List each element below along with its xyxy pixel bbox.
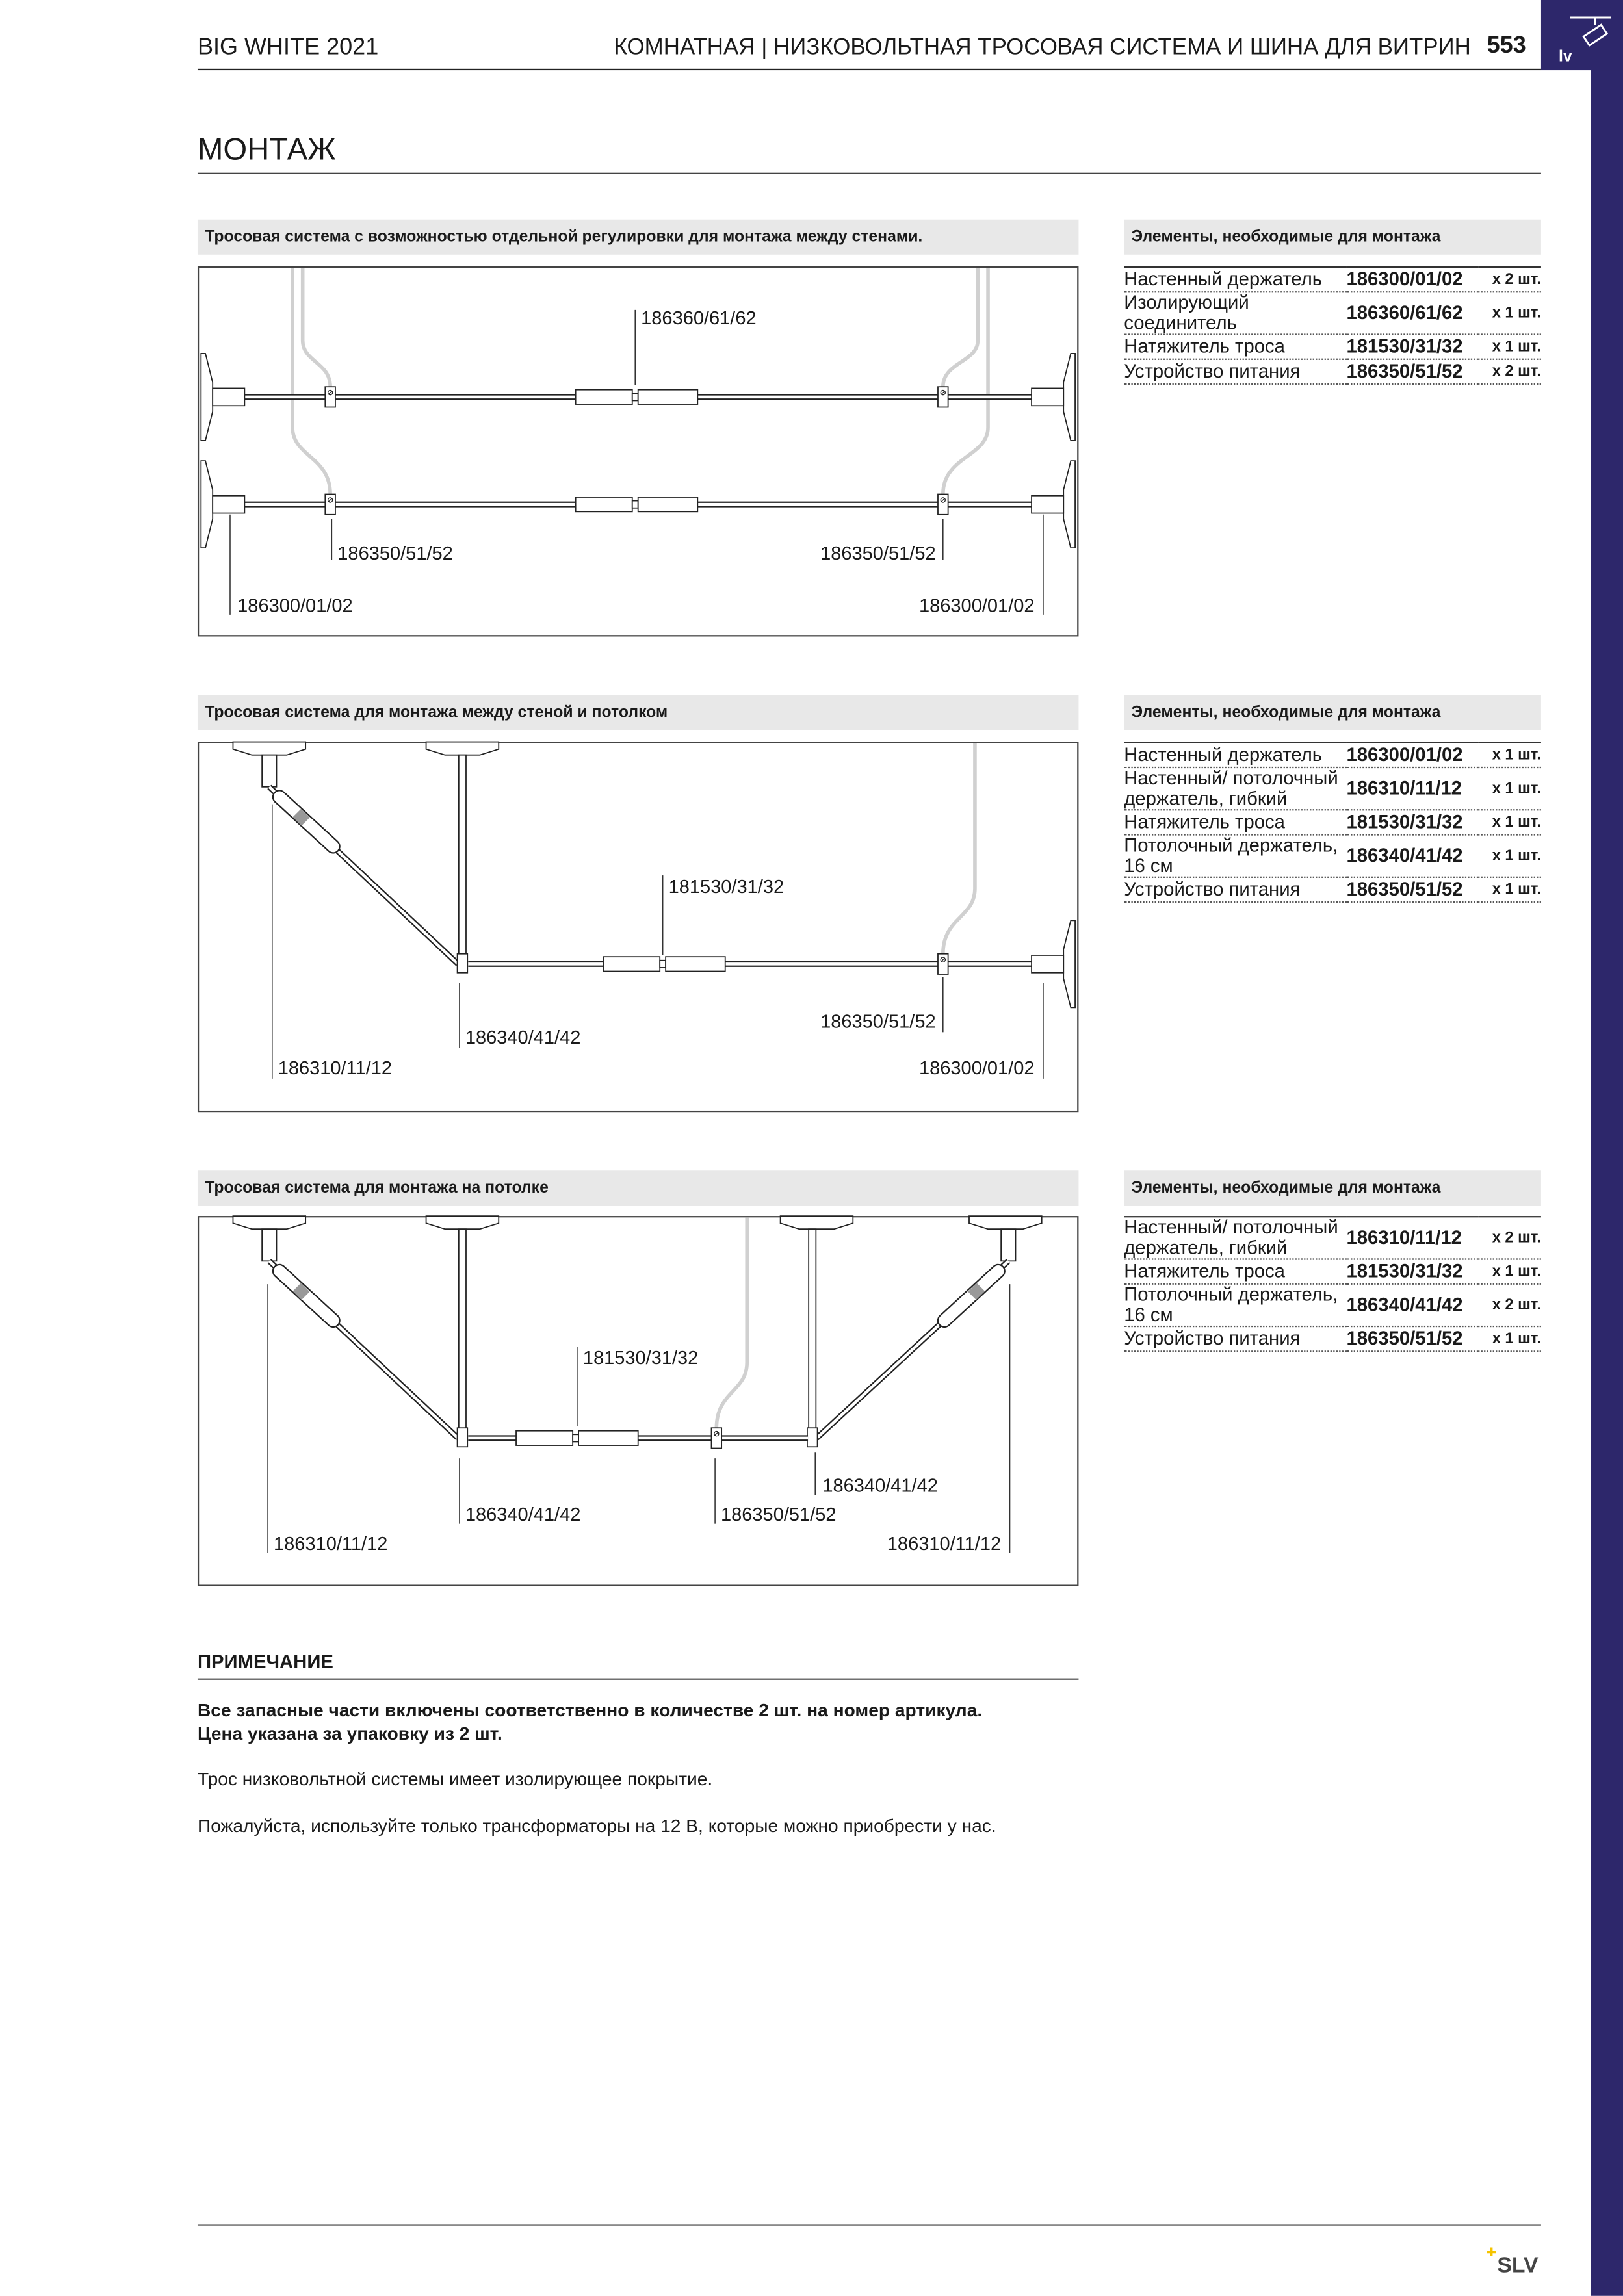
power-wire: [292, 268, 330, 494]
callout-label: 186310/11/12: [887, 1533, 1002, 1554]
power-wire: [303, 268, 330, 387]
callout-label: 186300/01/02: [919, 1058, 1035, 1079]
callout-label: 186340/41/42: [465, 1027, 581, 1049]
callout-label: 186350/51/52: [820, 1011, 936, 1033]
tab-label: lv: [1558, 47, 1572, 66]
flex-holder: [262, 1229, 276, 1261]
title-divider: [198, 173, 1541, 174]
section-side-strip: [1591, 0, 1623, 2296]
callout-label: 181530/31/32: [582, 1347, 699, 1369]
slv-logo: [1485, 2245, 1544, 2284]
note-paragraph: Пожалуйста, используйте только трансформаторы на 12 В, которые можно приобрести у нас.: [197, 1816, 996, 1837]
table-row: Настенный держатель 186300/01/02 x 1 шт.: [1124, 743, 1541, 767]
page-title: МОНТАЖ: [197, 133, 336, 167]
track-spotlight-icon: [1541, 0, 1623, 70]
tensioner: [944, 1271, 998, 1321]
section-2-parts-header: Элементы, необходимые для монтажа: [1124, 695, 1541, 730]
tensioner: [279, 797, 333, 846]
table-row: Настенный держатель 186300/01/02 x 2 шт.: [1124, 267, 1541, 292]
section-1-caption: Тросовая система с возможностью отдельной регулировки для монтажа между стенами.: [198, 220, 1078, 255]
table-row: Устройство питания 186350/51/52 x 1 шт.: [1124, 877, 1541, 902]
table-row: Изолирующий соединитель 186360/61/62 x 1 шт.: [1124, 291, 1541, 334]
header-divider: [198, 69, 1541, 70]
diagram-ceiling: [198, 1216, 1078, 1586]
tensioner: [279, 1271, 333, 1321]
power-wire: [716, 1217, 747, 1428]
callout-label: 186300/01/02: [237, 595, 353, 617]
power-wire: [943, 743, 975, 954]
power-wire: [943, 268, 978, 387]
parts-table-2: [1124, 742, 1541, 903]
note-divider: [198, 1679, 1078, 1680]
table-row: Устройство питания 186350/51/52 x 1 шт.: [1124, 1326, 1541, 1351]
note-bold-text: Все запасные части включены соответственно в количестве 2 шт. на номер артикула. Цена указана за упаковку из 2 шт.: [197, 1700, 983, 1744]
table-row: Настенный/ потолочный держатель, гибкий 186310/11/12 x 1 шт.: [1124, 766, 1541, 810]
diagram-wall-to-wall: [198, 266, 1078, 637]
note-paragraph: Трос низковольтной системы имеет изолирующее покрытие.: [197, 1769, 713, 1790]
callout-label: 186350/51/52: [337, 543, 453, 565]
section-tab: [1541, 0, 1623, 70]
callout-label: 186350/51/52: [820, 543, 936, 565]
cable-row-top: [201, 354, 1075, 441]
catalog-name: BIG WHITE 2021: [197, 35, 379, 60]
diagram-wall-to-ceiling: [198, 742, 1078, 1113]
section-3-parts-header: Элементы, необходимые для монтажа: [1124, 1170, 1541, 1206]
svg-text:SLV: SLV: [1497, 2252, 1539, 2277]
page-number: 553: [1487, 33, 1526, 59]
table-row: Потолочный держатель, 16 см 186340/41/42 x 1 шт.: [1124, 834, 1541, 877]
callout-label: 186300/01/02: [919, 595, 1035, 617]
callout-label: 186310/11/12: [274, 1533, 388, 1554]
callout-label: 186340/41/42: [465, 1504, 581, 1526]
flex-holder: [1001, 1229, 1015, 1261]
callout-label: 186310/11/12: [278, 1058, 393, 1079]
section-2-caption: Тросовая система для монтажа между стеной и потолком: [198, 695, 1078, 730]
footer-divider: [198, 2224, 1541, 2225]
section-title: КОМНАТНАЯ | НИЗКОВОЛЬТНАЯ ТРОСОВАЯ СИСТЕМА И ШИНА ДЛЯ ВИТРИН: [614, 35, 1471, 60]
table-row: Натяжитель троса 181530/31/32 x 1 шт.: [1124, 334, 1541, 359]
note-heading: ПРИМЕЧАНИЕ: [197, 1650, 333, 1673]
section-1-parts-header: Элементы, необходимые для монтажа: [1124, 220, 1541, 255]
section-3-caption: Тросовая система для монтажа на потолке: [198, 1170, 1078, 1206]
table-row: Натяжитель троса 181530/31/32 x 1 шт.: [1124, 1259, 1541, 1284]
table-row: Натяжитель троса 181530/31/32 x 1 шт.: [1124, 810, 1541, 834]
flex-holder: [262, 755, 276, 787]
table-row: Устройство питания 186350/51/52 x 2 шт.: [1124, 359, 1541, 384]
callout-label: 181530/31/32: [668, 876, 785, 897]
callout-label: 186350/51/52: [721, 1504, 837, 1526]
callout-label: 186360/61/62: [641, 308, 757, 329]
table-row: Потолочный держатель, 16 см 186340/41/42 x 2 шт.: [1124, 1283, 1541, 1326]
power-wire: [943, 268, 988, 494]
table-row: Настенный/ потолочный держатель, гибкий 186310/11/12 x 2 шт.: [1124, 1216, 1541, 1259]
callout-label: 186340/41/42: [822, 1475, 938, 1497]
parts-table-3: [1124, 1216, 1541, 1352]
parts-table-1: [1124, 266, 1541, 385]
